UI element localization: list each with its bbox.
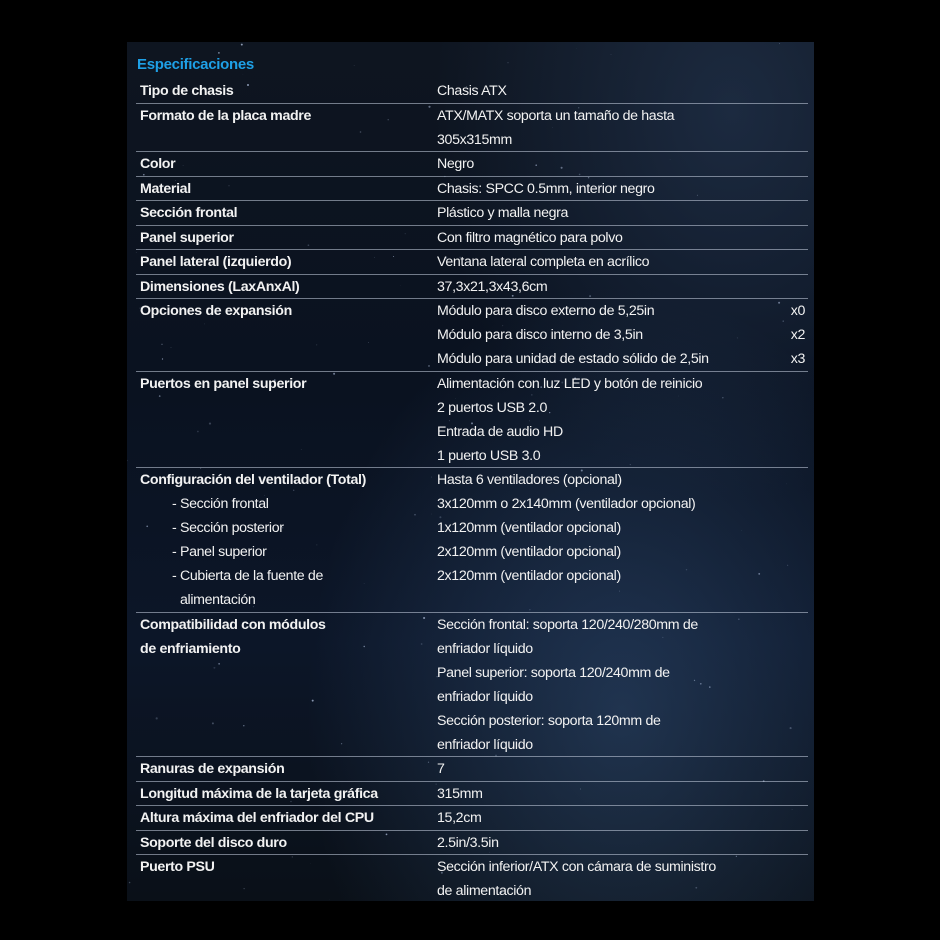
spec-label	[140, 831, 430, 855]
spec-value-line: enfriador líquido	[437, 688, 533, 705]
spec-value	[437, 782, 809, 806]
spec-value	[437, 275, 809, 299]
spec-value	[437, 613, 809, 757]
spec-label-line: Sección frontal	[140, 205, 238, 221]
spec-row	[136, 468, 808, 613]
spec-label	[140, 613, 430, 661]
spec-row	[136, 782, 808, 807]
spec-label-line: de enfriamiento	[140, 640, 241, 657]
spec-label-line: Configuración del ventilador (Total)	[140, 472, 366, 488]
spec-sublabel: - Panel superior	[172, 544, 267, 560]
spec-label-line: Opciones de expansión	[140, 303, 292, 319]
spec-quantity: x3	[790, 351, 805, 367]
spec-sublabel: - Sección posterior	[172, 520, 284, 536]
spec-value-line: Módulo para unidad de estado sólido de 2,5in	[437, 351, 709, 367]
spec-label-line: Longitud máxima de la tarjeta gráfica	[140, 785, 378, 802]
spec-value	[437, 79, 809, 103]
spec-row	[136, 831, 808, 856]
spec-value	[437, 226, 809, 250]
spec-value-line: 2x120mm (ventilador opcional)	[437, 568, 621, 584]
spec-value	[437, 806, 809, 830]
spec-value-line: 2.5in/3.5in	[437, 834, 499, 851]
spec-sublabel: alimentación	[180, 592, 256, 608]
spec-row	[136, 855, 808, 901]
spec-row	[136, 250, 808, 275]
spec-value-line: Plástico y malla negra	[437, 205, 569, 221]
spec-value-line: enfriador líquido	[437, 640, 533, 657]
spec-value	[437, 250, 809, 274]
spec-value-line: 2x120mm (ventilador opcional)	[437, 544, 621, 560]
spec-value-line: 1 puerto USB 3.0	[437, 447, 541, 464]
spec-value	[437, 855, 809, 901]
spec-value-line: Con filtro magnético para polvo	[437, 229, 623, 246]
spec-value-line: Panel superior: soporta 120/240mm de	[437, 664, 670, 681]
spec-value-line: 7	[437, 761, 445, 777]
spec-value	[437, 104, 809, 152]
spec-label-line: Ranuras de expansión	[140, 761, 285, 777]
spec-label	[140, 299, 430, 323]
spec-row	[136, 613, 808, 758]
spec-row	[136, 806, 808, 831]
spec-value-line: Ventana lateral completa en acrílico	[437, 254, 650, 270]
spec-label	[140, 250, 430, 274]
spec-value-line: Chasis ATX	[437, 83, 507, 99]
spec-label-line: Puerto PSU	[140, 859, 215, 875]
spec-value-line: enfriador líquido	[437, 736, 533, 753]
spec-row	[136, 201, 808, 226]
spec-row	[136, 226, 808, 251]
spec-label-line: Panel superior	[140, 229, 234, 246]
spec-row	[136, 299, 808, 372]
spec-sublabel: - Cubierta de la fuente de	[172, 568, 324, 584]
spec-row	[136, 104, 808, 153]
spec-value-line: Alimentación con luz LED y botón de reinicio	[437, 375, 703, 392]
spec-value-line: Negro	[437, 156, 474, 172]
spec-value-line: Sección inferior/ATX con cámara de suministro	[437, 859, 716, 875]
spec-label-line: Puertos en panel superior	[140, 375, 307, 392]
spec-label-line: Material	[140, 180, 191, 197]
spec-table	[136, 79, 808, 901]
spec-label-line: Tipo de chasis	[140, 83, 234, 99]
spec-label	[140, 104, 430, 128]
spec-value	[437, 299, 809, 371]
spec-value-line: 37,3x21,3x43,6cm	[437, 278, 548, 295]
spec-label	[140, 806, 430, 830]
spec-value-line: Entrada de audio HD	[437, 423, 563, 440]
spec-label	[140, 226, 430, 250]
spec-label-line: Panel lateral (izquierdo)	[140, 254, 292, 270]
spec-value-line: 2 puertos USB 2.0	[437, 399, 547, 416]
spec-value-line: Módulo para disco interno de 3,5in	[437, 327, 643, 343]
spec-row	[136, 152, 808, 177]
spec-label-line: Altura máxima del enfriador del CPU	[140, 810, 374, 826]
spec-label	[140, 177, 430, 201]
spec-label-line: Compatibilidad con módulos	[140, 616, 326, 633]
spec-value	[437, 468, 809, 588]
spec-row	[136, 757, 808, 782]
spec-row	[136, 79, 808, 104]
spec-label-line: Color	[140, 156, 176, 172]
spec-value-line: de alimentación	[437, 883, 532, 899]
spec-value-line: Sección frontal: soporta 120/240/280mm de	[437, 616, 698, 633]
spec-value-line: 3x120mm o 2x140mm (ventilador opcional)	[437, 496, 696, 512]
spec-value	[437, 201, 809, 225]
spec-label	[140, 201, 430, 225]
spec-label-line: Soporte del disco duro	[140, 834, 287, 851]
spec-label-line: Formato de la placa madre	[140, 107, 312, 124]
spec-value-line: 1x120mm (ventilador opcional)	[437, 520, 621, 536]
spec-value-line: 15,2cm	[437, 810, 482, 826]
spec-label	[140, 855, 430, 879]
spec-value	[437, 177, 809, 201]
spec-sublabel: - Sección frontal	[172, 496, 269, 512]
spec-label-line: Dimensiones (LaxAnxAl)	[140, 278, 300, 295]
spec-value-line: Chasis: SPCC 0.5mm, interior negro	[437, 180, 655, 197]
spec-value-line: 315mm	[437, 785, 483, 802]
spec-label	[140, 782, 430, 806]
spec-value	[437, 152, 809, 176]
spec-value	[437, 757, 809, 781]
spec-value	[437, 372, 809, 468]
spec-value-line: Módulo para disco externo de 5,25in	[437, 303, 655, 319]
spec-row	[136, 275, 808, 300]
spec-label	[140, 372, 430, 396]
spec-panel	[127, 42, 814, 901]
spec-value-line: Hasta 6 ventiladores (opcional)	[437, 472, 622, 488]
spec-value-line: Sección posterior: soporta 120mm de	[437, 712, 661, 729]
spec-row	[136, 177, 808, 202]
spec-quantity: x0	[790, 303, 805, 319]
spec-label	[140, 152, 430, 176]
spec-title: Especificaciones	[137, 56, 254, 73]
spec-label	[140, 468, 430, 492]
spec-label	[140, 79, 430, 103]
spec-row	[136, 372, 808, 469]
spec-label	[140, 275, 430, 299]
spec-value	[437, 831, 809, 855]
spec-value-line: ATX/MATX soporta un tamaño de hasta	[437, 107, 675, 124]
spec-quantity: x2	[790, 327, 805, 343]
spec-label	[140, 757, 430, 781]
spec-value-line: 305x315mm	[437, 131, 512, 148]
